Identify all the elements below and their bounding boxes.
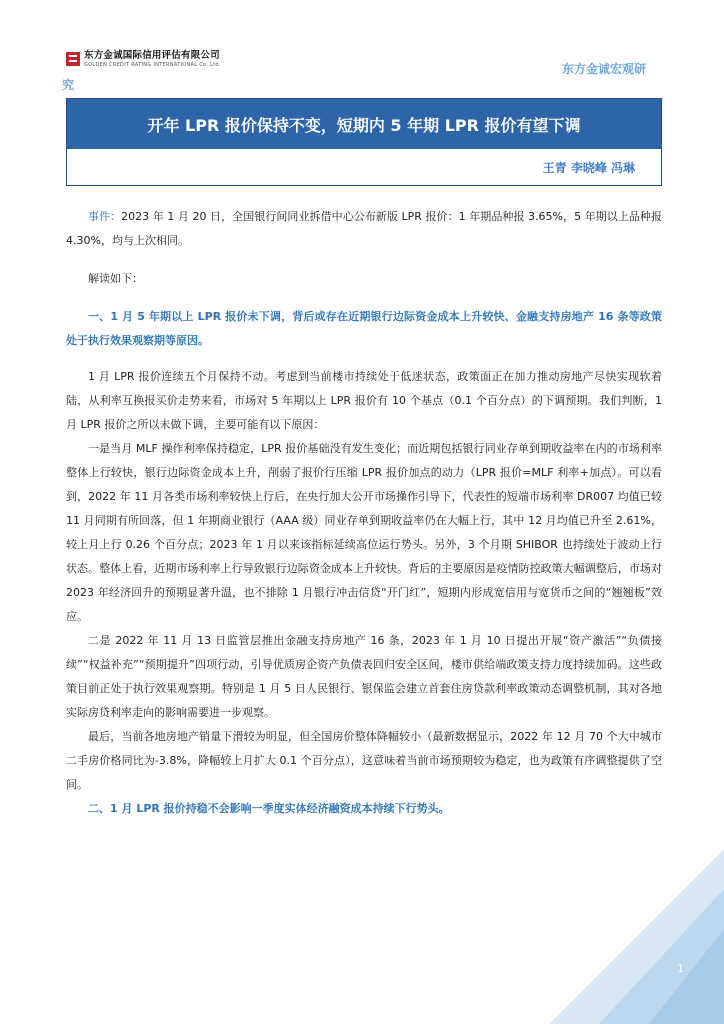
corner-decoration — [489, 849, 724, 1024]
company-name-cn: 东方金诚国际信用评估有限公司 — [84, 50, 220, 61]
event-paragraph — [66, 205, 662, 253]
paragraph-2: 一是当月 MLF 操作利率保持稳定，LPR 报价基础没有发生变化；而近期包括银行同业存单到期收益率在内的市场利率整体上行较快，银行边际资金成本上升，削弱了报价行压缩 LPR 报价加点的动力（LPR 报价=MLF 利率+加点）。可以看到，2022 年 11 月各类市场利率较快上行后，在央行加大公开市场操作引导下，代表性的短端市场利率 DR007 均值已较 11 月同期有所回落，但 1 年期商业银行（AAA 级）同业存单到期收益率仍在大幅上行，其中 12 月均值已升至 2.61%，较上月上行 0.26 个百分点；2023 年 1 月以来该指标延续高位运行势头。另外，3 个月期 SHIBOR 也持续处于波动上行状态。整体上看，近期市场利率上行导致银行边际资金成本上升较快。背后的主要原因是疫情防控政策大幅调整后，市场对 2023 年经济回升的预期显著升温，也不排除 1 月银行冲击信贷“开门红”，短期内形成宽信用与宽货币之间的“翘翘板”效应。 — [66, 442, 662, 623]
section-heading-2: 二、1 月 LPR 报价持稳不会影响一季度实体经济融资成本持续下行势头。 — [88, 802, 450, 815]
paragraph-3: 二是 2022 年 11 月 13 日监管层推出金融支持房地产 16 条，2023 年 1 月 10 日提出开展“资产激活”“负债接续”“权益补充”“预期提升”四项行动，引导优质房企资产负债表回归安全区间，楼市供给端政策支持力度持续加码。这些政策目前正处于执行效果观察期。特别是 1 月 5 日人民银行、银保监会建立首套住房贷款利率政策动态调整机制，其对各地实际房贷利率走向的影响需要进一步观察。 — [66, 634, 662, 719]
page-number: 1 — [677, 962, 684, 975]
series-name: 东方金诚宏观研 — [561, 62, 646, 76]
logo-icon — [66, 52, 80, 66]
event-text: 2023 年 1 月 20 日，全国银行间同业拆借中心公布新版 LPR 报价：1 年期品种报 3.65%，5 年期以上品种报 4.30%，均与上次相同。 — [66, 210, 662, 247]
title-box — [66, 98, 662, 186]
paragraph-1: 1 月 LPR 报价连续五个月保持不动。考虑到当前楼市持续处于低迷状态，政策面正在加力推动房地产尽快实现软着陆，从利率互换报买价走势来看，市场对 5 年期以上 LPR 报价有 10 个基点（0.1 个百分点）的下调预期。我们判断，1 月 LPR 报价之所以未做下调，主要可能有以下原因： — [66, 370, 662, 431]
company-name-en: GOLDEN CREDIT RATING INTERNATIONAL Co.,Ltd. — [84, 62, 221, 68]
series-name-wrap: 究 — [62, 78, 75, 92]
report-authors: 王青 李晓峰 冯琳 — [542, 161, 635, 175]
report-body — [66, 205, 662, 821]
company-logo — [66, 50, 221, 69]
section-heading-1: 一、1 月 5 年期以上 LPR 报价未下调，背后或存在近期银行边际资金成本上升较快、金融支持房地产 16 条等政策处于执行效果观察期等原因。 — [66, 310, 662, 347]
event-label: 事件： — [88, 210, 122, 223]
intro-paragraph: 解读如下： — [88, 272, 143, 285]
paragraph-4: 最后，当前各地房地产销量下滑较为明显，但全国房价整体降幅较小（最新数据显示，2022 年 12 月 70 个大中城市二手房价格同比为-3.8%，降幅较上月扩大 0.1 个百分点），这意味着当前市场预期较为稳定，也为政策有序调整提供了空间。 — [66, 730, 662, 791]
report-title: 开年 LPR 报价保持不变，短期内 5 年期 LPR 报价有望下调 — [67, 99, 661, 149]
